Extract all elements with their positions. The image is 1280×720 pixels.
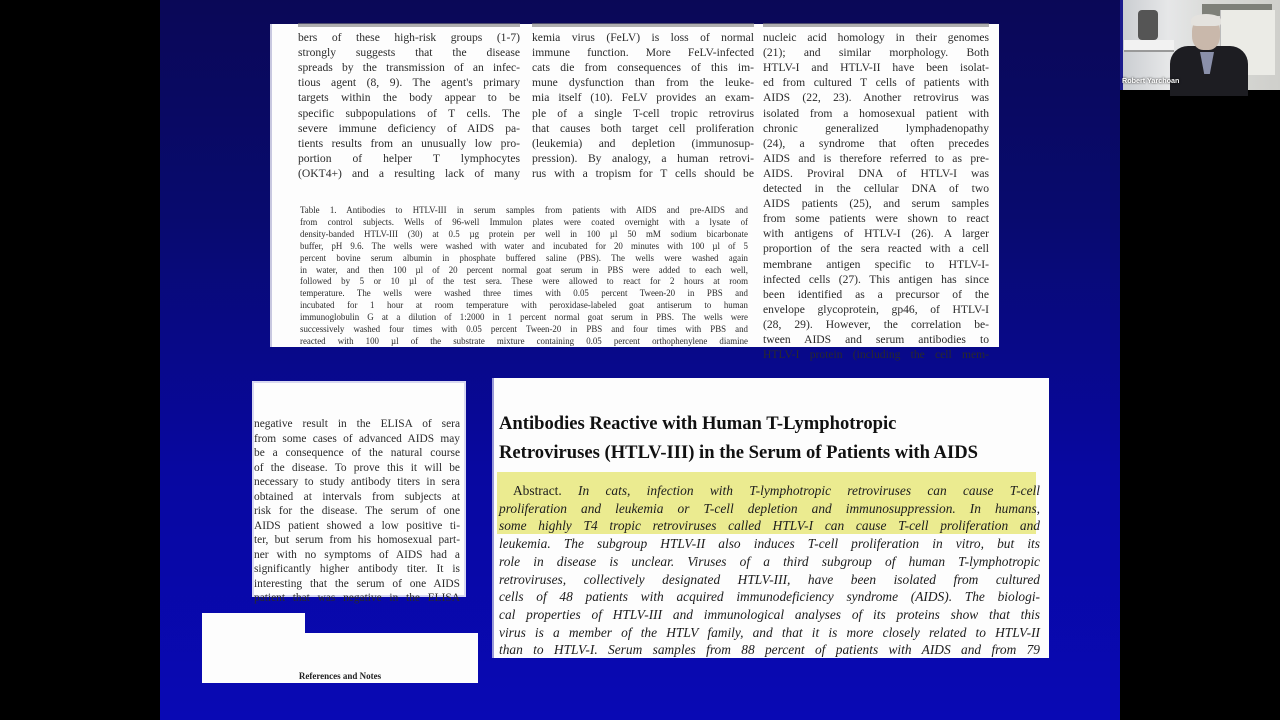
abstract-line: cal properties of HTLV-III and immunological analyses of its proteins show that this (499, 606, 1040, 622)
text-line: with antigens of HTLV-I (26). A larger (763, 227, 989, 241)
abstract-line: virus is a member of the HTLV family, and that it is more closely related to HTLV-II (499, 624, 1040, 640)
caption-line: density-banded HTLV-III (30) at 0.5 µg protein per well in 100 µl 50 mM sodium bicarbonate (300, 228, 748, 239)
excerpt-column-1 (298, 15, 520, 181)
abstract-line: retroviruses, collectively designated HTLV-III, have been isolated from cultured (499, 571, 1040, 587)
text-line: mia itself (10). FeLV provides an exam- (532, 91, 754, 105)
text-line: that causes both target cell proliferation (532, 121, 754, 135)
text-line: tious agent (8, 9). The agent's primary (298, 76, 520, 90)
text-line: severe immune deficiency of AIDS pa- (298, 121, 520, 135)
text-line: be a consequence of the natural course (254, 447, 460, 459)
caption-line: from control subjects. Wells of 96-well Immulon plates were coated overnight with a lysate of (300, 216, 748, 227)
abstract-line: cells of 48 patients with acquired immunodeficiency syndrome (AIDS). The biologi- (499, 589, 1040, 605)
paper-excerpt-article (492, 378, 1049, 658)
table-1-caption (300, 205, 748, 348)
text-line: (21); and similar morphology. Both (763, 46, 989, 60)
caption-line: in water, and then 100 µl of 20 percent normal goat serum in PBS were added to each well, (300, 264, 748, 275)
text-line: AIDS patients (25), and serum samples (763, 197, 989, 211)
text-line: of the disease. To prove this it will be (254, 461, 460, 474)
text-line: necessary to study antibody titers in sera (254, 476, 460, 488)
paper-excerpt-top (270, 24, 999, 362)
text-line: targets within the body appear to be (298, 91, 520, 105)
text-line: nucleic acid homology in their genomes (763, 31, 989, 45)
text-line: tween AIDS and serum antibodies to (763, 332, 989, 346)
caption-line: immunoglobulin G at a dilution of 1:2000 in 1 percent normal goat serum in PBS. The wells were (300, 312, 748, 323)
text-line: detected in the cellular DNA of two (763, 182, 989, 196)
caption-line: successively washed four times with 0.05 percent Tween-20 in PBS and four times with PBS and (300, 324, 748, 335)
abstract-line: role in disease is unclear. Viruses of a third subgroup of human T-lymphotropic (499, 553, 1040, 569)
text-line: HTLV-I and HTLV-II have been isolat- (763, 61, 989, 75)
paper-excerpt-blank (202, 613, 305, 633)
text-line: immune function. More FeLV-infected (532, 46, 754, 60)
text-line: pression). By analogy, a human retrovi- (532, 151, 754, 165)
text-line: portion of helper T lymphocytes (298, 151, 520, 165)
caption-line: incubated for 1 hour at room temperature with peroxidase-labeled goat antiserum to human (300, 300, 748, 311)
article-title-line-2: Retroviruses (HTLV-III) in the Serum of Patients with AIDS (499, 442, 978, 463)
excerpt-column-3 (763, 15, 989, 362)
text-line: strongly suggests that the disease (298, 46, 520, 60)
text-line: mune dysfunction than from the leuke- (532, 76, 754, 90)
text-line: ed from cultured T cells of patients with (763, 76, 989, 90)
text-line: negative result in the ELISA of sera (254, 418, 460, 430)
abstract-text: In cats, infection with T-lymphotropic retroviruses can cause T-cell (578, 483, 1040, 498)
text-line: (24), a syndrome that often precedes (763, 136, 989, 150)
background-chair (1138, 10, 1158, 40)
participant-video-tile[interactable] (1120, 0, 1280, 90)
text-line: from some patients were shown to react (763, 212, 989, 226)
text-line: membrane antigen specific to HTLV-I- (763, 257, 989, 271)
abstract-label: Abstract. (513, 483, 562, 498)
text-line: from some cases of advanced AIDS may (254, 432, 460, 445)
text-line: kemia virus (FeLV) is loss of normal (532, 31, 754, 45)
text-line: obtained at intervals from subjects at (254, 490, 460, 503)
article-abstract (499, 482, 1040, 659)
presentation-slide (160, 0, 1120, 720)
text-line: specific subpopulations of T cells. The (298, 106, 520, 120)
text-line: risk for the disease. The serum of one (254, 505, 460, 517)
text-line: AIDS (22, 23). Another retrovirus was (763, 91, 989, 105)
caption-line: percent bovine serum albumin in phosphate buffered saline (PBS). The wells were washed again (300, 252, 748, 263)
text-line: tients results from an unusually low pro- (298, 136, 520, 150)
person-hair (1191, 14, 1221, 26)
text-line: rus with a tropism for T cells should be (532, 166, 754, 180)
caption-line: Table 1. Antibodies to HTLV-III in serum samples from patients with AIDS and pre-AIDS and (300, 205, 748, 215)
cut-line (532, 15, 754, 30)
text-line: significantly higher antibody titer. It is (254, 563, 460, 575)
text-line: HTLV-I protein (including the cell mem- (763, 348, 989, 362)
text-line: patient that was negative in the ELISA (254, 592, 460, 604)
text-line: AIDS patient showed a low positive ti- (254, 519, 460, 532)
text-line: chronic generalized lymphadenopathy (763, 121, 989, 135)
text-line: infected cells (27). This antigen has since (763, 272, 989, 286)
text-line: ter, but serum from his homosexual part- (254, 534, 460, 546)
text-line: (OKT4+) and a resulting lack of many (298, 166, 520, 180)
caption-line: temperature. The wells were washed three times with 0.05 percent Tween-20 in PBS and (300, 288, 748, 299)
references-heading: References and Notes (298, 671, 382, 681)
abstract-line: leukemia. The subgroup HTLV-II also induces T-cell proliferation in vitro, but its (499, 536, 1040, 552)
text-line: AIDS and is therefore referred to as pre- (763, 151, 989, 165)
cut-line (298, 15, 520, 30)
text-line: been identified as a precursor of the (763, 287, 989, 301)
text-line: bers of these high-risk groups (1-7) (298, 31, 520, 45)
article-title-line-1: Antibodies Reactive with Human T-Lymphotropic (499, 413, 897, 434)
caption-line: reacted with 100 µl of the substrate mixture containing 0.05 percent orthophenylene diamine (300, 335, 748, 346)
caption-line: followed by 5 or 10 µl of the test sera. These were allowed to react for 2 hours at room (300, 276, 748, 287)
text-line: spreads by the transmission of an infec- (298, 61, 520, 75)
text-line: isolated from a homosexual patient with (763, 106, 989, 120)
abstract-line: proliferation and leukemia or T-cell depletion and immunosuppression. In humans, (499, 500, 1040, 516)
background-desk (1124, 40, 1174, 52)
text-line: AIDS. Proviral DNA of HTLV-I was (763, 166, 989, 180)
text-line: proportion of the sera reacted with a cell (763, 242, 989, 256)
paper-excerpt-left (252, 381, 466, 604)
text-line: cats die from consequences of this im- (532, 61, 754, 75)
text-line: (leukemia) and depletion (immunosup- (532, 136, 754, 150)
text-line: ple of a single T-cell tropic retrovirus (532, 106, 754, 120)
abstract-line: than to HTLV-I. Serum samples from 88 percent of patients with AIDS and from 79 (499, 642, 1040, 658)
abstract-line (499, 482, 1040, 500)
excerpt-column-2 (532, 15, 754, 181)
cut-line (763, 15, 989, 30)
participant-name-label: Robert Yarchoan (1122, 76, 1180, 85)
excerpt-column (254, 417, 460, 606)
text-line: (28, 29). However, the correlation be- (763, 317, 989, 331)
text-line: interesting that the serum of one AIDS (254, 577, 460, 590)
article-title (499, 409, 1039, 467)
abstract-line: some highly T4 tropic retroviruses called HTLV-I can cause T-cell proliferation and (499, 518, 1040, 534)
text-line: envelope glycoprotein, gp46, of HTLV-I (763, 302, 989, 316)
text-line: ner with no symptoms of AIDS had a (254, 548, 460, 561)
caption-line: buffer, pH 9.6. The wells were washed with water and incubated for 20 minutes with 100 µl of 5 (300, 240, 748, 251)
paper-excerpt-references (202, 633, 478, 683)
